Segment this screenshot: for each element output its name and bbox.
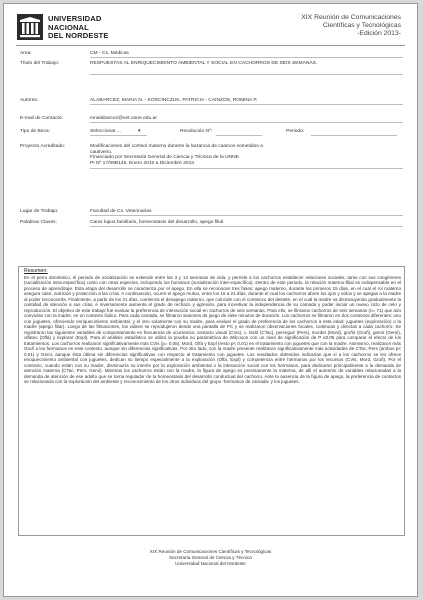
footer-line-1: XIX Reunión de Comunicaciones Científicas y Tecnológicas — [149, 549, 272, 554]
area-value: CM - Cs. Médicas — [90, 51, 129, 56]
resolucion-label: Resolución Nº: — [180, 129, 213, 134]
area-label: Area: — [20, 51, 32, 56]
university-line-3: DEL NORDESTE — [48, 31, 109, 41]
resumen-label: Resumen: — [24, 268, 48, 274]
title-underline — [90, 74, 403, 75]
authors-underline — [90, 104, 403, 105]
proyecto-line-1: Modificaciones del cortisol materno durante la lactancia de caninos sometidos a — [90, 144, 263, 149]
header-divider — [16, 45, 405, 46]
conference-title — [301, 14, 401, 39]
footer-line-2: Secretaría General de Ciencia y Técnica — [169, 554, 252, 560]
footer — [4, 549, 417, 566]
email-label: E-mail de Contacto: — [20, 116, 63, 121]
palabras-underline — [90, 226, 403, 227]
conference-edition: -Edición 2013- — [357, 30, 401, 38]
palabras-label: Palabras Claves: — [20, 220, 57, 225]
university-line-1: UNIVERSIDAD — [48, 14, 102, 23]
footer-line-3: Universidad Nacional del Nordeste — [175, 560, 246, 566]
university-name — [48, 15, 109, 41]
proyecto-label: Proyecto Acreditado: — [20, 144, 66, 149]
conference-line-2: Científicas y Tecnológicas — [322, 22, 401, 30]
lugar-value: Facultad de Cs. Veterinarias — [90, 209, 152, 214]
beca-label: Tipo de Beca: — [20, 129, 50, 134]
beca-select[interactable]: Seleccionar ... — [90, 129, 121, 134]
university-logo-icon — [17, 14, 43, 40]
document-page — [3, 3, 418, 597]
title-value: RESPUESTAS AL ENRIQUECIMIENTO AMBIENTAL Y SOCIAL EN CACHORROS DE SEIS SEMANAS. — [90, 61, 318, 66]
proyecto-line-3: Financiado por Secretaría General de Ciencia y Técnica de la UNNE. — [90, 155, 241, 161]
conference-line-1: XIX Reunión de Comunicaciones — [301, 14, 401, 21]
proyecto-value — [90, 144, 403, 166]
proyecto-underline — [90, 168, 403, 169]
title-label: Título del Trabajo: — [20, 61, 60, 66]
lugar-label: Lugar de Trabajo: — [20, 209, 59, 214]
area-underline — [90, 57, 403, 58]
email-value: mnalabarcez@vet.unne.edu.ar — [90, 116, 157, 121]
authors-label: Autores: — [20, 98, 39, 103]
university-line-2: NACIONAL — [48, 22, 89, 32]
resolucion-underline — [216, 135, 262, 136]
proyecto-line-4: PI Nº 17/09B146. Enero 2010 a Diciembre 2013. — [90, 160, 196, 166]
proyecto-line-2: cautiverio. — [90, 149, 113, 155]
palabras-value: Canis lupus familiaris, homeostasis del desarrollo, apego filial. — [90, 220, 225, 225]
authors-value: ALABARCEZ, MARIA N. - KOSCINCZUK, PATRICIA - CAINZOS, ROMINA P. — [90, 98, 258, 103]
periodo-underline — [311, 135, 397, 136]
resumen-text: En el perro doméstico, el periodo de socialización se extiende entre las 3 y 12 semanas de vida, y permite a los cachorros establecer relaciones sociales, tanto con sus congéneres (socialización intra-específica) como con otras especies, incluyendo los humanos (socialización inter-específica). Dentro de este periodo, la relación materno-filial es indispensable en el proceso de aprendizaje. Esta etapa del desarrollo se caracteriza por el apego. En ella se reconocen tres fases: apego materno, durante los primeros 15 días, en el cual el rol materno asegura calor, nutrición y protección a las crías. A continuación, ocurre el apego mutuo, entre los 15 a 21 días, durante el cual los cachorros abren los ojos y oídos y se apegan a la madre al poder reconocerla. Finalmente, a partir de los 21 días, comienza el desapego materno, que coincide con el comienzo del destete, en el cual la madre va disminuyendo gradualmente la cantidad de atención a sus crías, e inversamente aumenta el grado de rechazo y agresión, para incentivar la independencia de su camada y poder iniciar un nuevo ciclo de celo y reproducción. El objetivo de este trabajo fue evaluar la preferencia de interacción social en cachorros de seis semanas. Para ello, se filmaron cachorros de seis semanas (n= 71) que aún convivían con la madre, en un contexto lúdico. Para cada camada, se filmaron sesiones de juego de siete minutos de duración. Los cachorros se filmaron en dos contextos diferentes: uno con juguetes, ofreciendo enriquecimiento ambiental, y el otro solamente con su madre, para evaluar el grado de preferencia de los cachorros a esta edad: juguetes (exploración) o la madre (apego filiar). Luego de las filmaciones, los videos se reprodujeron desde una pantalla de PC y se realizaron observaciones focales, continuas y directas a cada cachorro. Se registraron las siguientes variables de comportamiento en frecuencia de ocurrencia: contacto visual (CVis), c. táctil (CTac), perseguir (Pers), morder (Mord), gruñir (Gruñ), gemir (Gemi), olfateo (Olfa) y explorar (Expl). Para el análisis estadístico se utilizó la prueba no paramétrica de Wilcoxon con un nivel de significación de P ≤0,05 para comparar el efecto de los tratamientos. Los cachorros realizaron significativamente más CVis (p= 0,05), Mord, Olfa y Expl (resto p< 0,01) en el tratamiento con juguetes que con la madre. Asimismo, realizaron más Gruñ a los hermanos en este contexto, aunque sin diferencias significativas. Por otro lado, con la madre presente realizaron significativamente más actividades de CTac, Pers (ambos p< 0,01) y Gemi, aunque ésta última sin diferencias significativas con respecto al tratamiento con juguetes. Los resultados obtenidos indicarían que si a los cachorros se les ofrece enriquecimiento ambiental con juguetes, dedican su tiempo especialmente a la exploración (Olfa, Expl) y competencia entre hermanos por los recursos (CVis, Mord, Gruñ). Por el contrario, cuando están con su madre, disminuiría su interés por la exploración ambiental o la interacción social con los hermanos, para dedicarse principalmente a la demanda de atención materna (CTac, Pers, Gemi). Mientras los cachorros están con la madre, la figura de apego es precisamente la materna, de allí el aumento de variables relacionadas a la demanda de atención de ese adulto que se torna regulador de la homeostasis del desarrollo conductual del cachorro. Ante la ausencia de la figura de apego, la preferencia de contactos se relacionaría con la exploración del ambiente y reconocimiento de los otros individuos del grupo -hermanos de camada- y los juguetes. — [24, 275, 401, 385]
periodo-label: Periodo: — [286, 129, 305, 134]
lugar-underline — [90, 215, 403, 216]
email-underline — [90, 122, 403, 123]
beca-chevron-down-icon[interactable]: ▾ — [138, 129, 141, 134]
beca-underline — [90, 135, 147, 136]
